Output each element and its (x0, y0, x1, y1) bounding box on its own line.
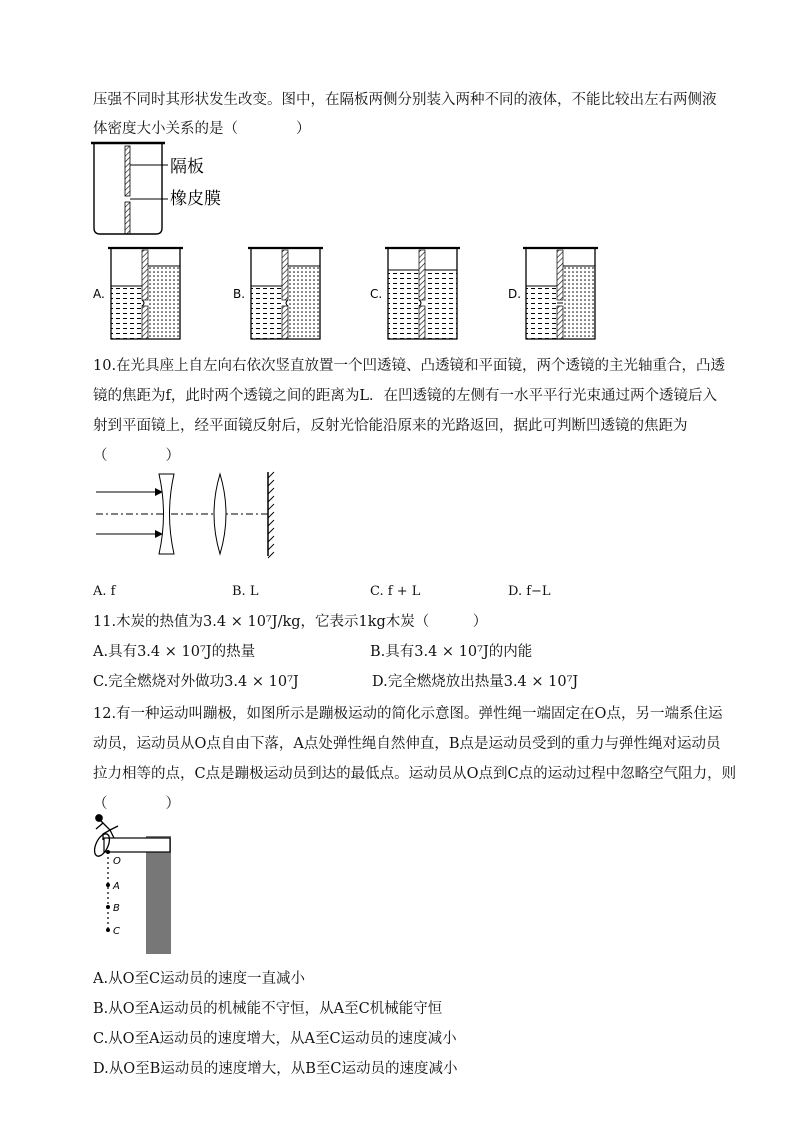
q11-stem: 11.木炭的热值为3.4 × 10⁷J/kg，它表示1kg木炭（ ） (93, 614, 488, 630)
q9-option-a-label: A. (93, 287, 105, 301)
q9-main-beaker-figure (90, 140, 240, 240)
q9-label-partition: 隔板 (170, 157, 204, 177)
q12-point-b (106, 905, 110, 909)
q12-platform (104, 838, 170, 852)
q9-label-membrane: 橡皮膜 (170, 189, 221, 209)
q12-option-c[interactable]: C.从O至A运动员的速度增大，从A至C运动员的速度减小 (93, 1031, 457, 1047)
q10-option-b[interactable]: B. L (232, 584, 259, 599)
q9-options-figure (90, 244, 690, 344)
q9-partition-upper (125, 146, 130, 196)
q12-text-line3: 拉力相等的点，C点是蹦极运动员到达的最低点。运动员从O点到C点的运动过程中忽略空气阻力，则 (93, 766, 737, 782)
q10-plane-mirror (268, 472, 274, 558)
q12-text-line4: （ ） (93, 796, 180, 812)
q12-point-o (106, 850, 110, 854)
q12-point-c (106, 928, 110, 932)
q11-option-b[interactable]: B.具有3.4 × 10⁷J的内能 (370, 644, 533, 660)
q12-option-d[interactable]: D.从O至B运动员的速度增大，从B至C运动员的速度减小 (93, 1061, 458, 1077)
q12-text-line2: 动员，运动员从O点自由下落，A点处弹性绳自然伸直，B点是运动员受到的重力与弹性绳对运动员 (93, 736, 721, 752)
q12-bungee-figure (88, 812, 183, 957)
q10-text-line1: 10.在光具座上自左向右依次竖直放置一个凹透镜、凸透镜和平面镜，两个透镜的主光轴重合，凸透 (93, 358, 726, 374)
q12-label-c: C (113, 926, 120, 937)
q9-option-d-beaker (523, 248, 598, 339)
q9-option-b-beaker (248, 248, 323, 339)
q9-option-a-beaker (108, 248, 183, 339)
q10-option-a[interactable]: A. f (93, 584, 116, 599)
q10-option-d[interactable]: D. f−L (508, 584, 551, 599)
q12-text-line1: 12.有一种运动叫蹦极，如图所示是蹦极运动的简化示意图。弹性绳一端固定在O点，另一端系住运 (93, 706, 723, 722)
q12-cliff (146, 836, 171, 954)
q10-convex-lens (214, 474, 226, 554)
q12-point-a (106, 883, 110, 887)
q10-text-line2: 镜的焦距为f，此时两个透镜之间的距离为L．在凹透镜的左侧有一水平平行光束通过两个透镜后入 (93, 388, 717, 404)
q12-label-o: O (113, 856, 121, 867)
q12-label-a: A (113, 881, 120, 892)
q11-option-a[interactable]: A.具有3.4 × 10⁷J的热量 (93, 644, 256, 660)
q10-text-line3: 射到平面镜上，经平面镜反射后，反射光恰能沿原来的光路返回，据此可判断凹透镜的焦距为 (93, 418, 688, 434)
q9-text-line2: 体密度大小关系的是（ ） (93, 121, 311, 137)
q12-option-b[interactable]: B.从O至A运动员的机械能不守恒，从A至C机械能守恒 (93, 1001, 443, 1017)
q9-option-c-beaker (385, 248, 460, 339)
q9-option-d-label: D. (508, 287, 522, 301)
q9-partition-lower (125, 202, 130, 234)
q11-option-d[interactable]: D.完全燃烧放出热量3.4 × 10⁷J (372, 674, 579, 690)
q9-text-line1: 压强不同时其形状发生改变。图中，在隔板两侧分别装入两种不同的液体，不能比较出左右两侧液 (93, 92, 717, 108)
q10-text-line4: （ ） (93, 448, 180, 464)
q12-label-b: B (113, 903, 120, 914)
q11-option-c[interactable]: C.完全燃烧对外做功3.4 × 10⁷J (93, 674, 299, 690)
q9-option-b-label: B. (233, 287, 246, 301)
q10-option-c[interactable]: C. f + L (370, 584, 421, 599)
q10-optics-figure (90, 470, 290, 560)
q9-option-c-label: C. (370, 287, 383, 301)
q12-option-a[interactable]: A.从O至C运动员的速度一直减小 (93, 971, 306, 987)
